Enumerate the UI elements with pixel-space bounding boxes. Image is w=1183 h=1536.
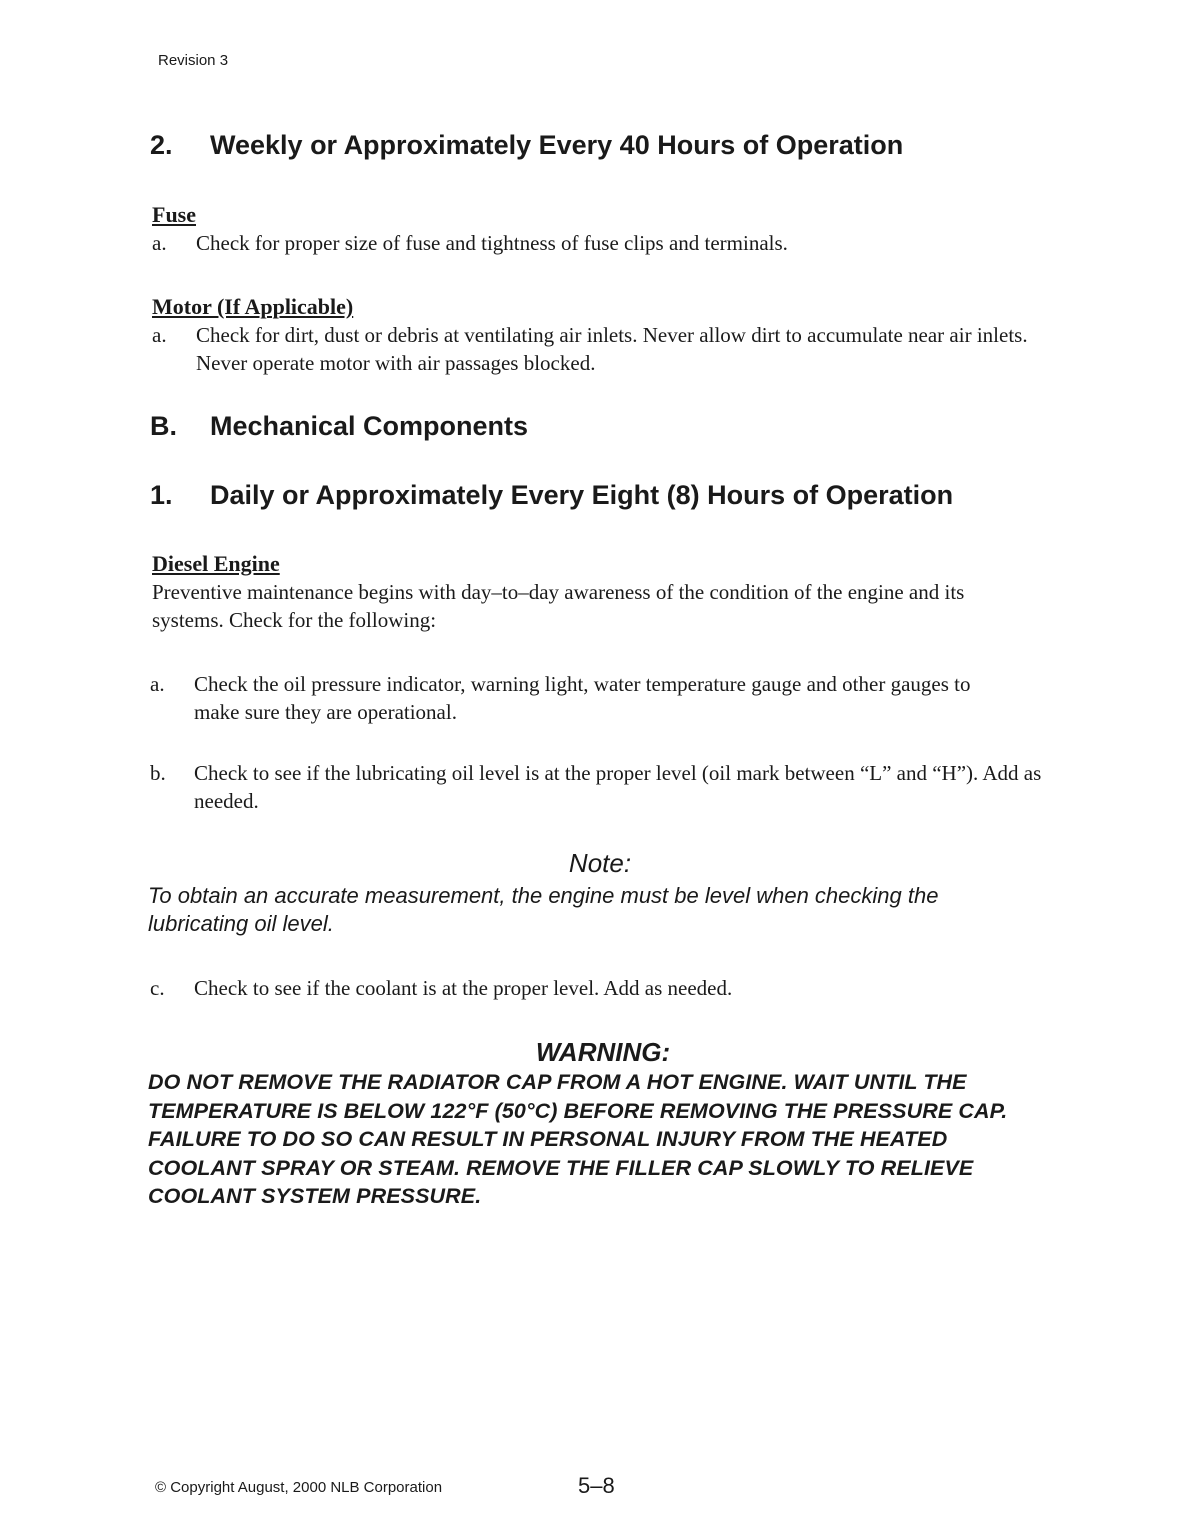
list-item [150,670,1010,726]
item-letter: a. [152,231,167,255]
section-daily-heading [150,480,953,511]
section-weekly-heading [150,130,903,161]
item-text: Check for dirt, dust or debris at ventilating air inlets. Never allow dirt to accumulate near air inlets. Never operate motor with air passages blocked. [196,323,1028,375]
section-title: Weekly or Approximately Every 40 Hours of Operation [210,130,904,160]
item-text: Check to see if the coolant is at the proper level. Add as needed. [194,976,733,1000]
section-number: 1. [150,480,173,510]
diesel-engine-heading: Diesel Engine [152,551,280,576]
section-mechanical-heading [150,411,528,442]
warning-text: DO NOT REMOVE THE RADIATOR CAP FROM A HOT ENGINE. WAIT UNTIL THE TEMPERATURE IS BELOW 122°F (50°C) BEFORE REMOVING THE PRESSURE CAP. FAILURE TO DO SO CAN RESULT IN PERSONAL INJURY FROM THE HEATED COOLANT SPRAY OR STEAM. REMOVE THE FILLER CAP SLOWLY TO RELIEVE COOLANT SYSTEM PRESSURE. [148,1070,1008,1208]
section-title: Mechanical Components [210,411,529,441]
motor-heading: Motor (If Applicable) [152,294,354,319]
warning-title: WARNING: [535,1037,671,1067]
fuse-heading: Fuse [152,202,196,227]
item-letter: c. [150,976,165,1000]
item-letter: a. [150,672,165,696]
item-text: Check to see if the lubricating oil level is at the proper level (oil mark between “L” and “H”). Add as needed. [194,761,1042,813]
note-text: To obtain an accurate measurement, the engine must be level when checking the lubricating oil level. [148,883,939,936]
footer-copyright: © Copyright August, 2000 NLB Corporation [155,1479,443,1496]
list-item [150,759,1050,815]
diesel-intro: Preventive maintenance begins with day–to–day awareness of the condition of the engine and its systems. Check for the following: [152,580,965,632]
note-title: Note: [568,848,632,878]
list-item [152,321,1037,377]
item-letter: b. [150,761,166,785]
list-item [152,229,1052,257]
item-text: Check for proper size of fuse and tightness of fuse clips and terminals. [196,231,788,255]
section-title: Daily or Approximately Every Eight (8) Hours of Operation [210,480,954,510]
item-letter: a. [152,323,167,347]
section-number: 2. [150,130,173,160]
revision-label: Revision 3 [158,52,229,69]
list-item [150,974,1010,1002]
page-number: 5–8 [578,1473,615,1498]
section-letter: B. [150,411,177,441]
item-text: Check the oil pressure indicator, warning light, water temperature gauge and other gauges to make sure they are operational. [194,672,971,724]
